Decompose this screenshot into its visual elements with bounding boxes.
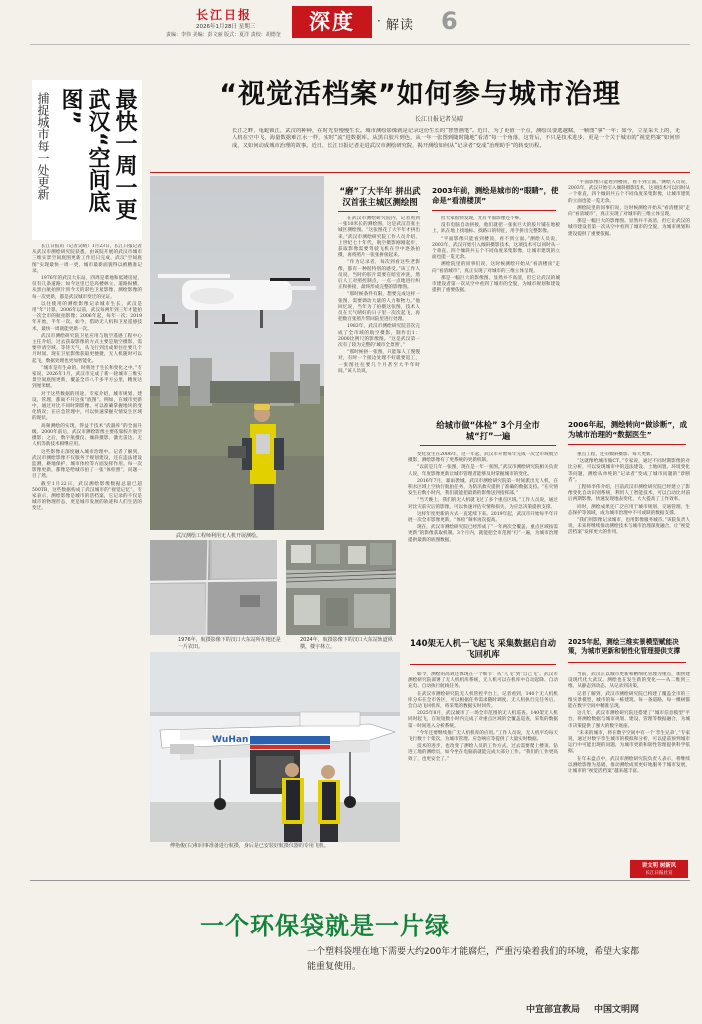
plane-photo-illustration [150, 652, 400, 842]
side-paragraph: 长江日报讯（记者吴晴）1月23日，长江日报记者从武汉市测绘研究院获悉，由该院开展的武汉市城市三维实景空间底图更新工作近日完成，武汉“空间底图”实现最快一周一更，城市最新面貌得以被精准记录。 [32, 244, 142, 274]
section-1-body [338, 216, 420, 404]
lede-text: 长江之畔，龟蛇锁江，武汉的种种，在时光里慢慢生长。城市测绘影像就是记录这份生长的“智慧画笔”。近日，为了更值一个点，测绘员要逃越赋，一帧图“拿”一年；如今，立星采天上的，无人机在空中飞，海量数据难江水一样，实时“流”进数据库。从黑白胶片到色，从一年一张图到随时随地“看清”每一个角落，这背后，不只是技术进步，更是一个关于城市的“视觉档案”如何形成，又如何动成城市治理的故事。近日，长江日报记者走进武汉市测绘研究院，揭开测绘如何从“记录者”变成“治理助手”的转变历程。 [232, 128, 680, 149]
photo-1976-caption: 1976年，航摄影像下的汉口大东站所在地还是一片农田。 [178, 637, 281, 650]
section-4-body [568, 452, 690, 620]
sub-section: 解读 [386, 18, 415, 33]
section-4-paragraph: 同时，测绘成果还广泛应用于城市规划、交通管理、生态保护等领域，成为城市治理中不可或缺的数据支撑。 [568, 504, 690, 516]
side-feature-tag: 捕捉城市每一处更新 [36, 92, 50, 200]
drone-photo-caption: 武汉测绘工程师利用无人机开展测绘。 [176, 533, 262, 539]
aerial-1976-illustration [150, 540, 277, 635]
headline-byline: 长江日报记者吴晴 [415, 116, 464, 123]
newspaper-logo: 长江日报 [196, 8, 253, 22]
psa-footer-right: 中国文明网 [594, 1005, 640, 1015]
section-dot: · [377, 14, 381, 28]
psa-footer-left: 中宣部宣教局 [526, 1005, 581, 1015]
section-4-title: 2006年起，测绘转向“做诊断”，成为城市治理的“数据医生” [568, 420, 687, 439]
section-1-title: “磨”了大半年 拼出武汉首张主城区测绘图 [339, 186, 421, 207]
section-4-paragraph: “这就像给城市做CT。”专家说，通过不同时期影像的对比分析，可以发现城市中的违法建设、土地闲置、环境变化等问题，测绘从单纯的“记录者”变成了城市问题的“诊断者”。 [568, 459, 690, 483]
section-3-paragraph: 变化发生在2006年，这一年起，武汉市开始每年完成一次全市域航空摄影，测绘影像有了更系统的更新机制。 [408, 452, 558, 464]
section-1-paragraph: 1983年，武汉市测绘研究院首次完成了全市域的航空摄影，制作出1：2000比例尺的影像图。“这是武汉第一次有了较为完整的‘城市全景照’。” [338, 324, 420, 349]
section-3-paragraph: 这样年度更新的方式一直延续下来。2019年起，武汉市开始每半年开展一次全市影像更新，“体检”频率再次提高。 [408, 511, 558, 524]
side-paragraph: 这些影像正深度融入城市治理中。记者了解到，武汉市测绘影像不仅服务于规划建设，还在违法建设监测、耕地保护、城市体检等方面发挥作用。每一次影像更新，都像是给城市拍了一张“体检照”，问题一目了然。 [32, 449, 142, 480]
drone-photo [150, 176, 324, 530]
section-4-paragraph: 重点工程，还有倾斜摄影、每天更新。 [577, 452, 656, 457]
section-6-title: 2025年起，测绘三维实景模型赋能决策，为城市更新和韧性化管理提供支撑 [568, 638, 681, 655]
aerial-2024-illustration [286, 540, 396, 635]
section-5-title: 140架无人机一飞起飞 采集数据启自动飞回机库 [409, 638, 557, 659]
section-2-title: 2003年前，测绘是城市的“眼睛”，使命是“看清楼顶” [432, 186, 559, 205]
editor-credits: 责编：李伟 美编：彭文丽 版式：夏洋 责校：胡德奎 [166, 32, 281, 38]
side-feature-headline: 最快一周一更 武汉“空间底图” [58, 88, 137, 220]
section-2-paragraph: 测绘院里的同事们说，这时候测绘开始从“看清楼顶”走向“看清城市”，真正实现了对城市的三维立体呈现。 [568, 205, 690, 218]
side-feature-body [32, 244, 142, 876]
section-1-paragraph: 在武汉市测绘研究院内，记者看到一张10米长的测绘图，这是武汉首张主城区测绘图。“这张图花了大半年才拼出来。”武汉市测绘研究院工作人员介绍，上世纪七十年代，航空摄影刚刚起步，获取影像需要驾驶飞机在空中逐条拍摄，再将照片一张张拼接起来。 [338, 216, 420, 259]
section-2-rule [432, 210, 556, 211]
section-title: 深度 [309, 10, 355, 34]
section-3-rule [420, 445, 556, 446]
psa-logo-line2: 长江日报社宣 [645, 871, 673, 876]
section-3-paragraph: “以前是几年一张图，现在是一年一张图。”武汉市测绘研究院相关负责人说，年度影像更新让城市管理者能够及时掌握城市的变化。 [408, 465, 558, 477]
section-6-rule [568, 662, 686, 663]
section-5-paragraph: “今年还要继续推广无人机机库的应用。”工作人员说，无人机平均每天飞行数十个架次，为城市管理、应急响应等提供了大量实时数据。 [408, 730, 558, 743]
section-2-paragraph: 那是一幅巨大的影像图。显然并不高清，但它让武汉的城市建设者第一次从空中看到了城市的全貌，为城市规划和建设提供了重要依据。 [568, 219, 690, 237]
psa-title: 一个环保袋就是一片绿 [200, 912, 450, 940]
section-6-paragraph: “未来的城市，将在数字空间中有一个‘孪生兄弟’。”专家说，通过对数字孪生城市的模拟和分析，可以提前预判城市运行中可能出现的问题，为城市更新和韧性管理提供科学依据。 [568, 730, 690, 755]
masthead [0, 0, 702, 44]
section-6-paragraph: 记者了解到，武汉市测绘研究院已构建了覆盖全市的三维实景模型，城市的每一栋建筑、每一条道路、每一棵树都能在数字空间中精准呈现。 [568, 691, 690, 710]
section-2-body [432, 216, 560, 404]
side-paragraph: 武汉市测绘研究院卫星应用与航空遥感工程中心主任介绍，过去获取影像的方式主要是航空摄影，需要申请空域、等待天气，从飞行到出成果往往要几个月时间。现在卫星影像获取更便捷，无人机随时可以起飞，数据处理也更加智能化。 [32, 333, 142, 364]
side-paragraph: 1976年的武汉大东站，四周是菜地和低矮房屋，仅有几条道路；如今这里已是高楼林立、道路纵横。从黑白航拍照片到今天的彩色卫星影像，测绘影像的每一次更新，都是武汉城市变迁的见证。 [32, 276, 142, 300]
section-6-paragraph: 当前，武汉正以城市更新和精细化管理为重点，加快建设现代化大武汉。测绘也在发生新的变化——从二维到三维、从静态到动态、从记录到决策。 [568, 672, 690, 690]
section-3-body [408, 452, 558, 620]
section-2-paragraph: 那是一幅巨大的影像图。显然并不高清，但它让武汉的城市建设者第一次从空中看到了城市的全貌，为城市规划和建设提供了重要依据。 [432, 275, 560, 294]
plane-photo-caption: 傅艳俊(右)和同事准备进行航摄，身后是已安装好航摄仪器的专用飞机。 [170, 843, 329, 849]
psa-body: 一个塑料袋埋在地下需要大约200年才能腐烂，严重污染着我们的环境，希望大家都能重复使用。 [307, 947, 640, 972]
photo-2024-caption: 2024年，航摄影像下的汉口大东站轨道纵横，楼宇林立。 [300, 637, 393, 650]
section-1-paragraph: “那时候条件有限，想要完成这样一张图，需要调动大量的人力和物力。”他回忆说，当年为了拍摄这张图，技术人员在天气晴好的日子里一次次起飞，再把数百张照片带回院里进行处理。 [338, 292, 420, 323]
photo-1976 [150, 540, 277, 635]
section-2-paragraph: 但大家很快发现，光有平面影像还不够。 [441, 216, 524, 221]
section-5-rule [410, 664, 556, 665]
plane-livery-text: WuHan [212, 735, 249, 745]
section-2-paragraph: “平面影像只能看到楼顶，看不到立面。”测绘人员说，2003年，武汉开始引入倾斜摄影技术，这项技术可以同时从一个垂直、四个倾斜共五个不同角度采集影像，让城市建筑的立面也能一览无余。 [432, 236, 560, 261]
section-5-paragraph: 在武汉市测绘研究院无人机管控平台上，记者看到，140个无人机机库分布在全市各区，可以根据任务需求随时调度。无人机执行完任务后，会自动飞回机库，将采集的数据实时回传。 [408, 691, 558, 710]
section-5-paragraph: 技术的进步，也改变了测绘人员的工作方式。过去需要爬上楼顶、钻进工地的测绘员，如今坐在电脑前就能完成大部分工作。“我们的工作更高效了，也更安全了。” [408, 744, 558, 762]
side-paragraph: 高频测绘的实现，得益于技术“武器库”的全面升级。2000年前后，武汉市测绘影像主要依靠胶片航空摄影；之后，数字航摄仪、倾斜摄影、激光雷达、无人机等新技术相继应用。 [32, 423, 142, 448]
section-5-paragraph: 如今，测绘的高效还体现在一个细节：从“人飞”到“自己飞”。武汉市测绘研究院部署了无人机机库系统，无人机可以在机库中自动起降、自动充电、自动执行航线任务。 [408, 672, 558, 690]
side-paragraph: 截至1月22日，武汉测绘影像数据总量已超500TB，这些数据构成了武汉城市的“视觉记忆”。专家表示，测绘影像是城市的活档案，它记录的不仅是城市的物理形态，更是城市发展的轨迹和人们生活的变迁。 [32, 481, 142, 512]
masthead-rule [30, 44, 690, 45]
main-headline: “视觉活档案”如何参与城市治理 [219, 79, 621, 110]
section-2-paragraph: 没有电脑自动拼接，他们就把一张张巨大的胶片铺在地板上，趴在地上找地标、找路口的特征，用手拼出完整影像。 [432, 223, 560, 235]
section-1-paragraph: “作为记录者，每次到看这些老影像，都有一种很特别的感受。”该工作人员说，当时的胶片需要在暗室冲洗，然后人工对照控制点，一点一点地进行纠正和拼接，最终形成完整的影像图。 [338, 260, 420, 291]
psa-logo-line1: 讲文明 树新风 [641, 863, 677, 869]
section-1-rule [338, 211, 418, 212]
section-4-paragraph: 工程师李伟介绍，目前武汉市测绘研究院已经建立了影像变化自动识别系统，利用人工智能技术，可以自动比对前后两期影像，快速发现地表变化，大大提高了工作效率。 [568, 485, 690, 503]
section-5-paragraph: 2025年8月，武汉城市了一场全市范围的无人机巡查。140架无人机同时起飞，在短短数小时内完成了对重点区域的全覆盖巡查，采集的数据第一时间进入分析系统。 [408, 711, 558, 729]
side-paragraph: 以往使用的测绘影像记录城市生长，武汉是用“年”计算。2006年以前，武汉每两年到三年才能拍一次全市的航拍影像；2006年起，每年一次；2019年开始，半年一次。如今，借助无人机和卫星遥感技术，最快一周就能更新一次。 [32, 301, 142, 332]
section-3-title: 给城市做“体检” 3个月全市城“打”一遍 [436, 420, 540, 441]
lede-rule [150, 172, 690, 173]
psa-divider [30, 880, 690, 881]
section-3-paragraph: “当天晚上，我们的无人机就飞过了多个重点区域。”工作人员说，通过对比灾前灾后的影像，可以快速评估灾情和损失，为应急决策提供支撑。 [408, 498, 558, 510]
section-6-body [568, 672, 690, 856]
section-6-paragraph: 在年末盘点中，武汉市测绘研究院负责人表示，将继续以测绘影像为基础，推动测绘成果更好地服务于城市发展，让城市的“视觉活档案”越来越丰富。 [568, 756, 690, 775]
side-paragraph: “城市是有生命的，时刻处于生长和变化之中。”专家说，2026年1月，武汉市完成了新一轮城市三维实景空间底图更新，覆盖全市八千多平方公里，精度达到厘米级。 [32, 365, 142, 390]
right-column-body [568, 180, 690, 404]
side-paragraph: 对于这些数据的用途，专家介绍，城市规划、建设、管理，都离不开这张“底图”。例如，在城市更新中，通过对比不同时期影像，可以准确掌握地块的变化情况；在应急管理中，可以快速掌握灾情发生区域的现状。 [32, 391, 142, 422]
section-3-paragraph: 2016年7月，暴雨袭城。武汉市测绘研究院第一时间派出无人机，在积水区域上空执行航拍任务，为防汛救灾提供了准确的数据支持。“在灾情发生后数小时内，我们就能把最新的影像送到指挥部。” [408, 478, 558, 497]
page-number: 6 [441, 7, 458, 35]
section-5-body [408, 672, 558, 864]
drone-photo-illustration [150, 176, 324, 530]
section-6-paragraph: 这几年，武汉市测绘研究院还搭建了“城市信息模型”平台，将测绘数据与城市规划、建设、管理等数据融合，为城市决策提供了强大的数字底座。 [568, 711, 690, 729]
issue-date: 2026年1月28日 星期三 [196, 24, 256, 30]
photo-2024 [286, 540, 396, 635]
plane-photo [150, 652, 400, 842]
section-2-paragraph: 测绘院里的同事们说，这时候测绘开始从“看清楼顶”走向“看清城市”，真正实现了对城市的三维立体呈现。 [432, 262, 560, 274]
section-4-paragraph: “我们用影像记录城市，也用影像服务城市。”该院负责人说，未来将继续推动测绘技术与城市治理深度融合，让“视觉活档案”发挥更大的作用。 [568, 518, 690, 536]
section-4-rule [568, 444, 686, 445]
section-1-paragraph: “那时候拼一张图，只能靠人工慢慢对，有时一个接边处理不好就要返工，一张图往往要几个月甚至大半年时间。”该人员说。 [338, 350, 420, 374]
section-2-paragraph: “平面影像只能看到楼顶，看不到立面。”测绘人员说，2003年，武汉开始引入倾斜摄影技术，这项技术可以同时从一个垂直、四个倾斜共五个不同角度采集影像，让城市建筑的立面也能一览无余。 [568, 180, 690, 204]
section-3-paragraph: 现在，武汉市测绘研究院已经形成了“一年两次全覆盖、重点区域按需更新”的影像获取机制。3个月内，就能把全市范围“打”一遍，为城市治理提供最新的底图数据。 [408, 525, 558, 543]
